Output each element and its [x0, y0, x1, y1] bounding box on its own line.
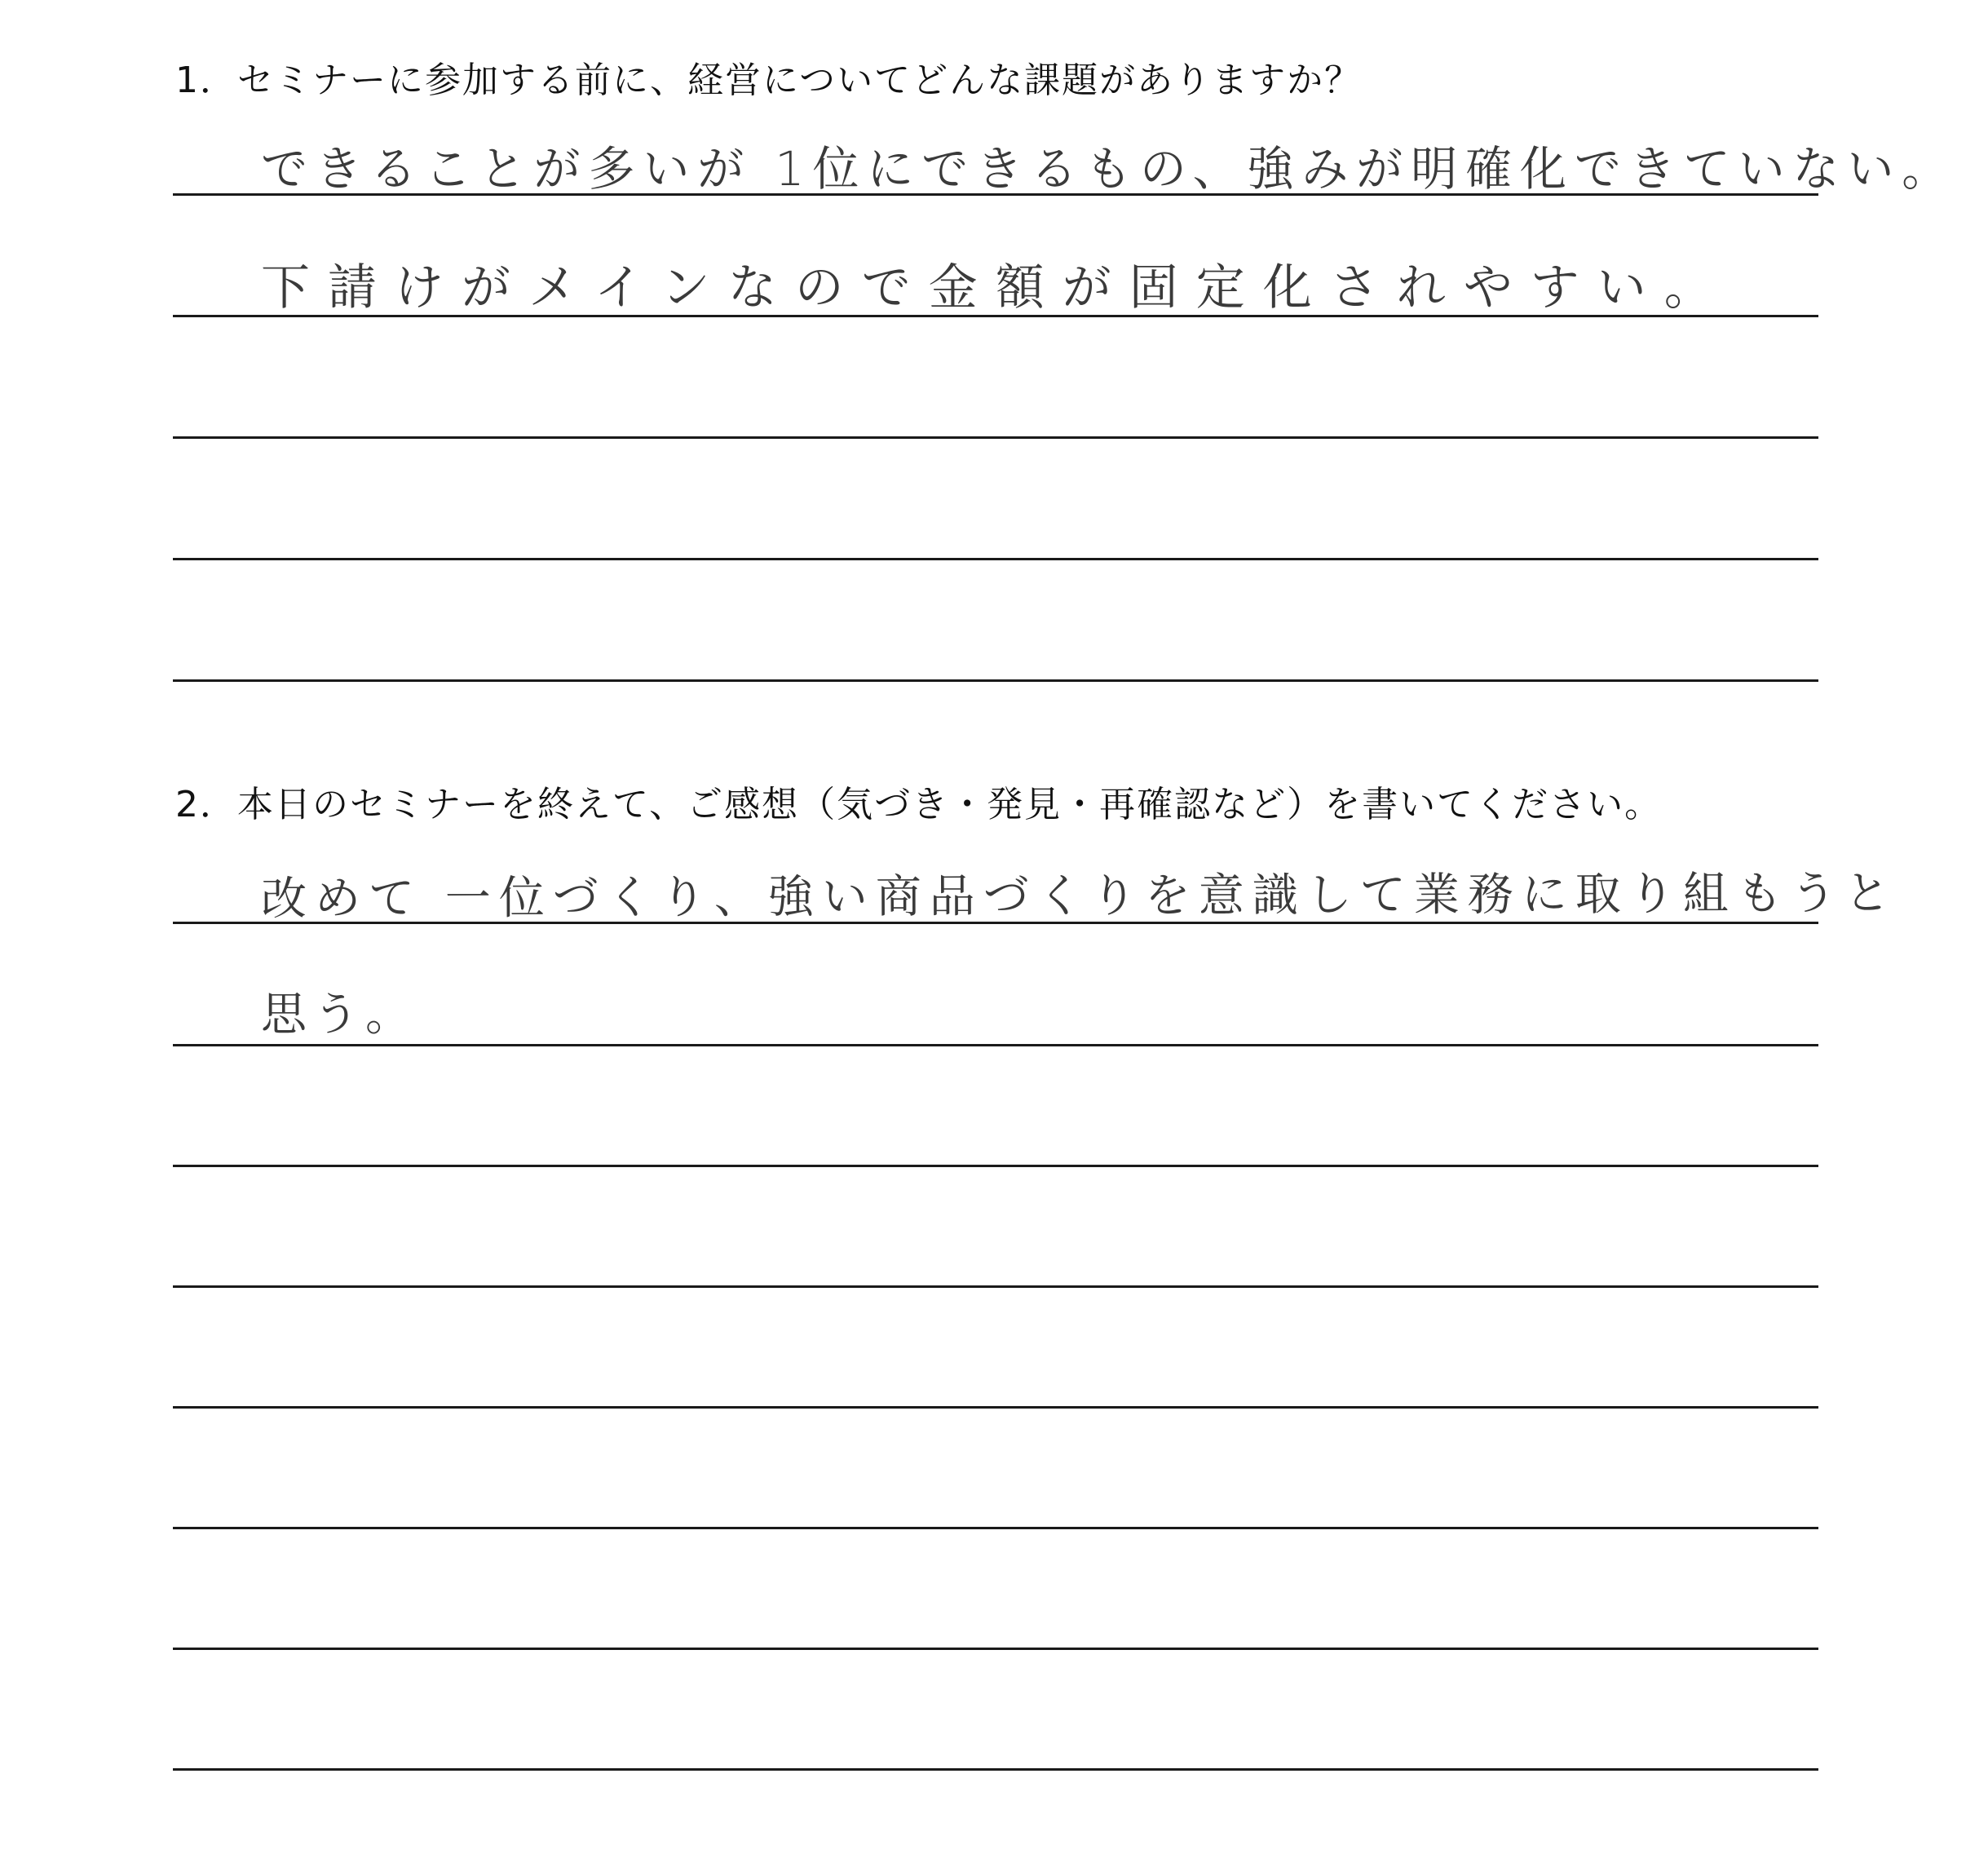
answer-1-rule-1 — [173, 193, 1818, 196]
answer-1-line-1: できることが多いが 1位にできるもの、強みが明確化できていない。 — [261, 141, 1957, 197]
answer-2-rule-6 — [173, 1527, 1818, 1529]
answer-2-rule-1 — [173, 922, 1818, 924]
answer-2-rule-4 — [173, 1285, 1818, 1288]
answer-2-line-1: 改めて 一位づくり、強い商品づくりを意識して業務に取り組もうと — [260, 866, 1898, 926]
answer-1-rule-5 — [173, 679, 1818, 682]
answer-1-line-2: 下請けがメインなので金額が固定化されやすい。 — [261, 259, 1731, 316]
answer-2-rule-3 — [173, 1165, 1818, 1167]
answer-1-rule-4 — [173, 558, 1818, 560]
answer-2-rule-7 — [173, 1648, 1818, 1650]
question-2-label: 2．本日のセミナーを終えて、ご感想（気づき・発見・再確認など）を書いてください。 — [175, 784, 1663, 825]
answer-2-line-2: 思う。 — [261, 989, 417, 1042]
answer-2-rule-8 — [173, 1768, 1818, 1771]
answer-2-rule-5 — [173, 1406, 1818, 1409]
answer-2-rule-2 — [173, 1044, 1818, 1046]
answer-1-rule-3 — [173, 436, 1818, 439]
question-1-label: 1．セミナーに参加する前に、経営についてどんな課題がありますか？ — [175, 60, 1363, 101]
answer-1-rule-2 — [173, 315, 1818, 317]
